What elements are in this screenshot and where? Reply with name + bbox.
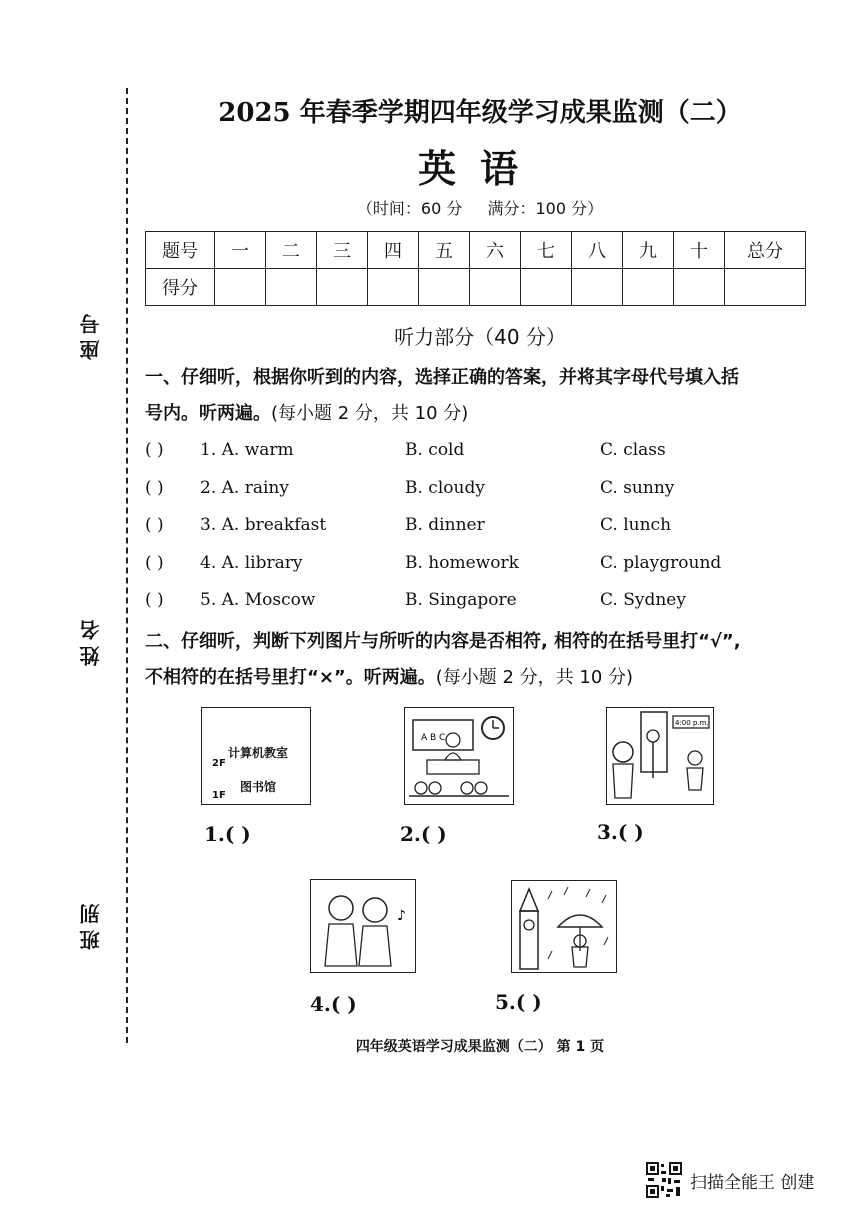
part2-instruction-line2: 不相符的在括号里打“×”。听两遍。 <box>145 667 436 688</box>
score-header-cell: 三 <box>317 232 368 269</box>
score-header-cell: 八 <box>572 232 623 269</box>
qr-code-icon <box>646 1162 682 1198</box>
option-a: 5. A. Moscow <box>200 590 316 610</box>
picture-4-answer[interactable]: 4.( ) <box>310 992 357 1016</box>
part1-score-note: (每小题 2 分，共 10 分) <box>271 403 469 424</box>
option-a: 1. A. warm <box>200 440 294 460</box>
exam-title: 2025 年春季学期四年级学习成果监测（二） <box>218 98 742 128</box>
listening-section-heading: 听力部分（40 分） <box>394 325 566 349</box>
computer-room-label: 计算机教室 <box>228 746 289 760</box>
score-header-cell: 二 <box>266 232 317 269</box>
part2-score-note: (每小题 2 分，共 10 分) <box>435 667 634 688</box>
subject-title: 英语 <box>417 146 542 191</box>
scanner-watermark <box>646 1162 814 1198</box>
picture-rainy-day <box>511 880 617 973</box>
score-table <box>145 231 806 306</box>
option-a: 4. A. library <box>200 553 303 573</box>
answer-blank[interactable]: ( ) <box>145 478 164 498</box>
score-cell[interactable] <box>317 269 368 306</box>
score-table-score-row <box>146 269 806 306</box>
score-row-label: 得分 <box>146 269 215 306</box>
picture-school-gate <box>606 707 714 805</box>
score-header-cell: 十 <box>674 232 725 269</box>
score-header-cell: 总分 <box>725 232 806 269</box>
option-c: C. class <box>600 440 666 460</box>
part1-instruction-line2: 号内。听两遍。 <box>145 403 271 424</box>
score-cell[interactable] <box>215 269 266 306</box>
seat-label: 座号 <box>79 308 103 360</box>
part2-instruction-line1: 二、仔细听，判断下列图片与所听的内容是否相符, 相符的在括号里打“√”, <box>145 631 741 652</box>
clock-sign-text: 4:00 p.m. <box>675 719 709 727</box>
score-header-cell: 七 <box>521 232 572 269</box>
option-b: B. cloudy <box>405 478 485 498</box>
class-label: 班别 <box>79 898 103 950</box>
page-footer: 四年级英语学习成果监测（二） 第 1 页 <box>355 1039 605 1055</box>
picture-classroom <box>404 707 514 805</box>
score-cell[interactable] <box>572 269 623 306</box>
option-b: B. homework <box>405 553 519 573</box>
rain-illustration <box>512 881 616 972</box>
score-cell[interactable] <box>521 269 572 306</box>
score-cell[interactable] <box>266 269 317 306</box>
score-header-cell: 六 <box>470 232 521 269</box>
time-info <box>150 196 810 219</box>
option-a: 2. A. rainy <box>200 478 289 498</box>
option-c: C. lunch <box>600 515 672 535</box>
score-cell[interactable] <box>725 269 806 306</box>
score-cell[interactable] <box>674 269 725 306</box>
question-row <box>145 440 810 470</box>
score-header-cell: 九 <box>623 232 674 269</box>
score-header-cell: 五 <box>419 232 470 269</box>
singing-illustration <box>311 880 415 972</box>
picture-3-answer[interactable]: 3.( ) <box>597 820 644 844</box>
part1-instruction-line1: 一、仔细听，根据你听到的内容，选择正确的答案，并将其字母代号填入括 <box>145 367 739 388</box>
score-header-cell: 一 <box>215 232 266 269</box>
option-b: B. dinner <box>405 515 485 535</box>
floor-2-label: 2F <box>212 758 226 769</box>
score-cell[interactable] <box>368 269 419 306</box>
school-gate-illustration <box>607 708 713 804</box>
picture-building-floors <box>201 707 311 805</box>
classroom-illustration <box>405 708 513 804</box>
library-label: 图书馆 <box>240 780 277 794</box>
floor-1-label: 1F <box>212 790 226 801</box>
picture-2-answer[interactable]: 2.( ) <box>400 822 447 846</box>
binding-dashed-line <box>126 88 128 1043</box>
answer-blank[interactable]: ( ) <box>145 590 164 610</box>
score-header-cell: 四 <box>368 232 419 269</box>
score-cell[interactable] <box>623 269 674 306</box>
answer-blank[interactable]: ( ) <box>145 515 164 535</box>
option-b: B. Singapore <box>405 590 517 610</box>
score-cell[interactable] <box>419 269 470 306</box>
picture-1-answer[interactable]: 1.( ) <box>204 822 251 846</box>
option-c: C. playground <box>600 553 722 573</box>
full-score: 满分：100 分） <box>487 199 604 218</box>
score-cell[interactable] <box>470 269 521 306</box>
picture-5-answer[interactable]: 5.( ) <box>495 990 542 1014</box>
option-a: 3. A. breakfast <box>200 515 327 535</box>
score-header-cell: 题号 <box>146 232 215 269</box>
time-limit: （时间：60 分 <box>356 199 463 218</box>
name-label: 姓名 <box>79 614 103 666</box>
answer-blank[interactable]: ( ) <box>145 553 164 573</box>
question-row <box>145 478 810 508</box>
option-c: C. Sydney <box>600 590 686 610</box>
blackboard-text: A B C <box>421 733 446 743</box>
answer-blank[interactable]: ( ) <box>145 440 164 460</box>
option-c: C. sunny <box>600 478 675 498</box>
part1-instruction <box>145 360 810 432</box>
question-row <box>145 553 810 583</box>
scanner-text: 扫描全能王 创建 <box>690 1172 815 1193</box>
question-row <box>145 515 810 545</box>
question-row <box>145 590 810 620</box>
score-table-header-row <box>146 232 806 269</box>
option-b: B. cold <box>405 440 465 460</box>
music-note-icon: ♪ <box>397 908 406 924</box>
picture-girls-singing <box>310 879 416 973</box>
part2-instruction <box>145 624 810 696</box>
